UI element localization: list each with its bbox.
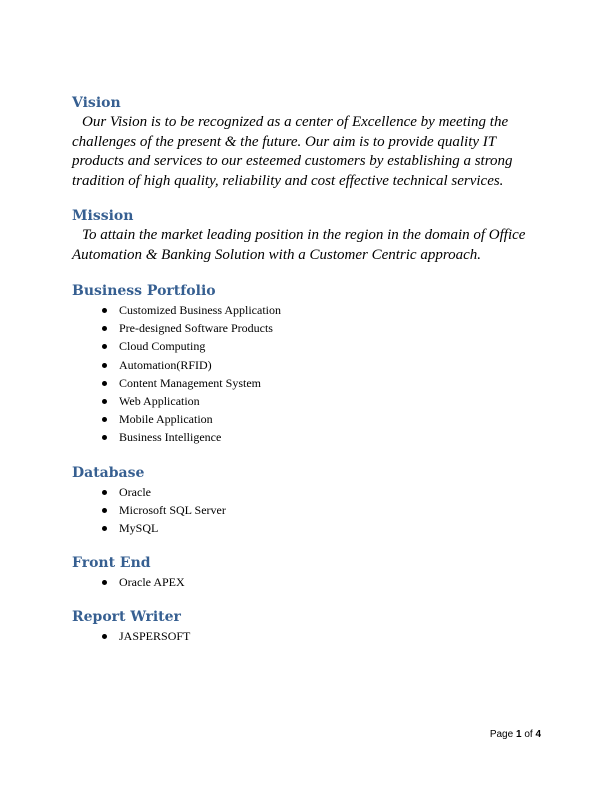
database-section [72, 464, 542, 538]
bullet-icon [102, 435, 107, 440]
list-item-label: Cloud Computing [119, 339, 206, 354]
business-portfolio-section [72, 282, 542, 447]
bullet-icon [102, 363, 107, 368]
bullet-icon [102, 526, 107, 531]
list-item [102, 356, 542, 374]
list-item [102, 301, 542, 319]
list-item [102, 428, 542, 446]
bullet-icon [102, 634, 107, 639]
business-portfolio-list [72, 301, 542, 447]
list-item [102, 319, 542, 337]
document-page [72, 94, 542, 646]
mission-section [72, 207, 542, 265]
bullet-icon [102, 308, 107, 313]
bullet-icon [102, 580, 107, 585]
bullet-icon [102, 508, 107, 513]
bullet-icon [102, 326, 107, 331]
list-item [102, 483, 542, 501]
vision-section [72, 94, 542, 191]
report-writer-section [72, 608, 542, 645]
list-item-label: Microsoft SQL Server [119, 502, 226, 517]
list-item-label: Content Management System [119, 375, 261, 390]
list-item [102, 573, 542, 591]
database-list [72, 483, 542, 538]
front-end-section [72, 554, 542, 591]
list-item [102, 392, 542, 410]
list-item-label: Oracle APEX [119, 575, 185, 590]
list-item-label: Web Application [119, 394, 200, 409]
page-label: Page [489, 729, 514, 740]
list-item-label: MySQL [119, 521, 159, 536]
of-label: of [524, 729, 533, 740]
list-item-label: Business Intelligence [119, 430, 222, 445]
vision-text: Our Vision is to be recognized as a center of Excellence by meeting the challenges of the present & the future. Our aim is to provide quality IT products and services to our esteemed customers by establishing a strong tradition of high quality, reliability and cost effective technical services. [72, 114, 513, 189]
mission-heading: Mission [72, 208, 134, 224]
total-pages-number: 4 [535, 729, 541, 740]
list-item-label: Mobile Application [119, 412, 213, 427]
page-number-footer [490, 729, 541, 740]
list-item-label: Oracle [119, 484, 151, 499]
front-end-heading: Front End [72, 555, 151, 572]
bullet-icon [102, 399, 107, 404]
list-item [102, 337, 542, 355]
list-item [102, 410, 542, 428]
current-page-number: 1 [515, 729, 522, 740]
list-item [102, 374, 542, 392]
list-item-label: Automation(RFID) [119, 357, 212, 372]
list-item [102, 519, 542, 537]
bullet-icon [102, 417, 107, 422]
front-end-list [72, 573, 542, 591]
list-item-label: Pre-designed Software Products [119, 321, 273, 336]
mission-text: To attain the market leading position in the region in the domain of Office Automation & Banking Solution with a Customer Centric approach. [72, 227, 526, 263]
bullet-icon [102, 381, 107, 386]
report-writer-list [72, 627, 542, 645]
list-item [102, 627, 542, 645]
vision-heading: Vision [72, 95, 121, 111]
list-item-label: JASPERSOFT [119, 629, 191, 644]
business-portfolio-heading: Business Portfolio [72, 283, 216, 299]
bullet-icon [102, 490, 107, 495]
report-writer-heading: Report Writer [72, 609, 181, 626]
list-item [102, 501, 542, 519]
list-item-label: Customized Business Application [119, 303, 281, 317]
database-heading: Database [72, 464, 145, 481]
bullet-icon [102, 344, 107, 349]
